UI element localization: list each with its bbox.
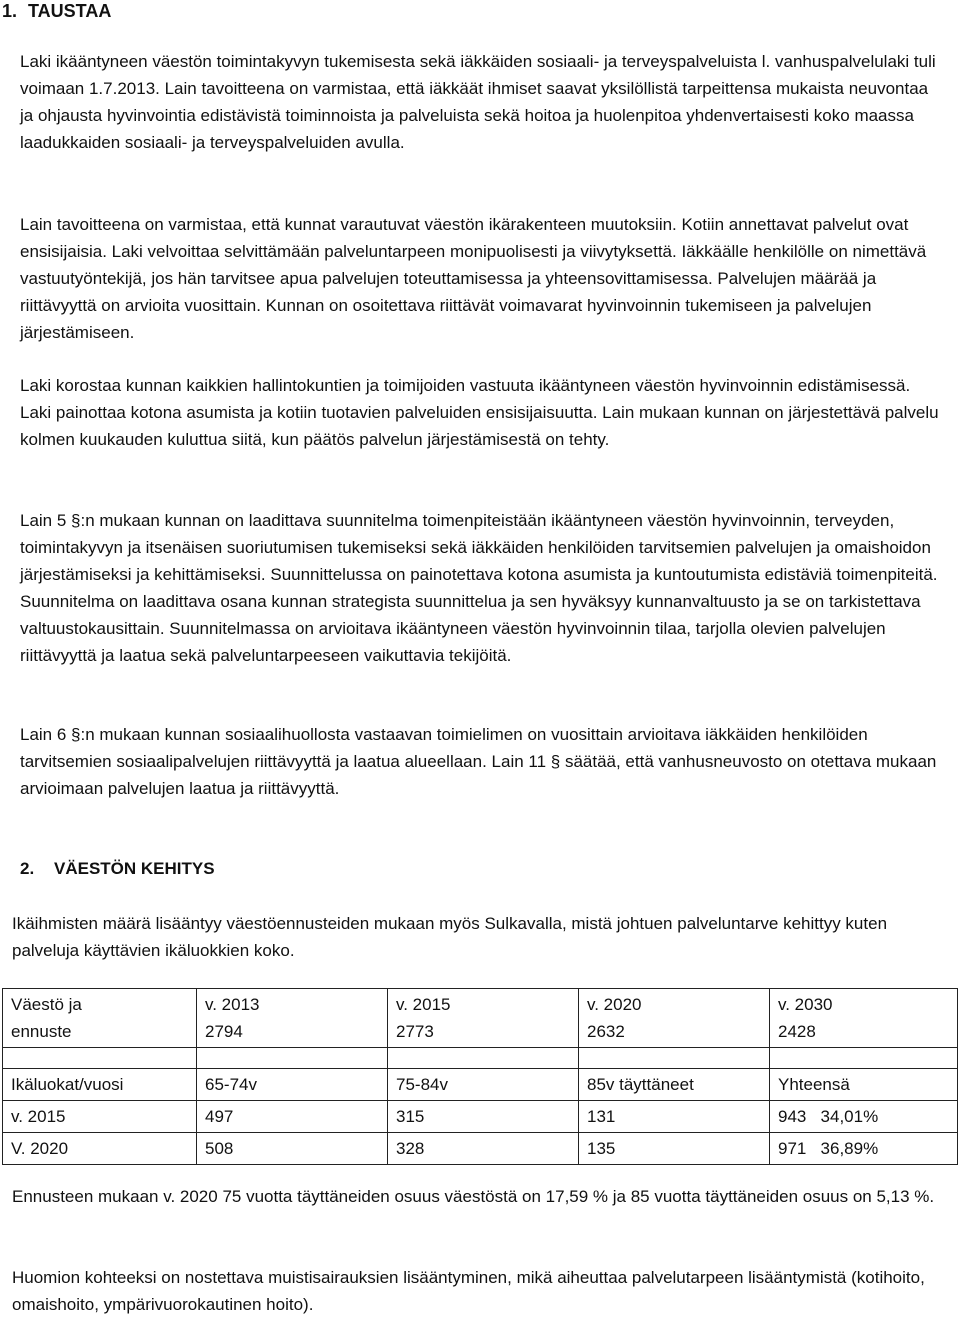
paragraph-law-intro: Laki ikääntyneen väestön toimintakyvyn tukemisesta sekä iäkkäiden sosiaali- ja terveyspalveluista l. vanhuspalvelulaki tuli voimaan 1.7.2013. Lain tavoitteena on varmistaa, että iäkkäät ihmiset saavat yksilöllistä tarpeittensa mukaista neuvontaa ja ohjausta hyvinvointia edistävistä toiminnoista ja palveluista sekä hoitoa ja huolenpitoa yhdenvertaisesti koko maassa laadukkaiden sosiaali- ja terveyspalveluiden avulla. <box>20 52 936 152</box>
section-1-heading <box>2 0 111 24</box>
section-1-title: TAUSTAA <box>28 1 112 21</box>
paragraph-forecast-note: Ennusteen mukaan v. 2020 75 vuotta täyttäneiden osuus väestöstä on 17,59 % ja 85 vuotta täyttäneiden osuus on 5,13 %. <box>12 1187 935 1206</box>
table-cell: v. 2030 2428 <box>770 989 958 1048</box>
table-cell: 943 34,01% <box>770 1101 958 1133</box>
population-table <box>2 988 958 1165</box>
table-cell: 328 <box>388 1133 579 1165</box>
table-row <box>3 1101 958 1133</box>
table-cell: 315 <box>388 1101 579 1133</box>
table-cell: 131 <box>579 1101 770 1133</box>
table-row <box>3 1133 958 1165</box>
table-cell: 85v täyttäneet <box>579 1069 770 1101</box>
table-cell: 971 36,89% <box>770 1133 958 1165</box>
paragraph-population-intro: Ikäihmisten määrä lisääntyy väestöennusteiden mukaan myös Sulkavalla, mistä johtuen palveluntarve kehittyy kuten palveluja käyttävien ikäluokkien koko. <box>12 914 888 960</box>
table-cell: 508 <box>197 1133 388 1165</box>
table-cell: 497 <box>197 1101 388 1133</box>
table-spacer-row <box>3 1048 958 1069</box>
table-row <box>3 1069 958 1101</box>
table-cell: V. 2020 <box>3 1133 197 1165</box>
section-1-number: 1. <box>2 1 18 21</box>
table-cell: Väestö ja ennuste <box>3 989 197 1048</box>
table-cell: 75-84v <box>388 1069 579 1101</box>
table-cell: 65-74v <box>197 1069 388 1101</box>
table-cell: v. 2013 2794 <box>197 989 388 1048</box>
section-2-heading <box>20 856 215 882</box>
table-cell: Ikäluokat/vuosi <box>3 1069 197 1101</box>
paragraph-law-section-5: Lain 5 §:n mukaan kunnan on laadittava suunnitelma toimenpiteistään ikääntyneen väestön hyvinvoinnin, terveyden, toimintakyvyn ja itsenäisen suoriutumisen tukemiseksi sekä iäkkäiden henkilöiden tarvitsemien palvelujen ja omaishoidon järjestämiseksi ja kehittämiseksi. Suunnittelussa on painotettava kotona asumista ja kuntoutumista edistäviä toimenpiteitä. Suunnitelma on laadittava osana kunnan strategista suunnittelua ja sen hyväksyy kunnanvaltuusto ja se on tarkistettava valtuustokausittain. Suunnitelmassa on arvioitava ikääntyneen väestön hyvinvoinnin tilaa, tarjolla olevien palvelujen riittävyyttä ja laatua sekä palveluntarpeeseen vaikuttavia tekijöitä. <box>20 511 938 665</box>
table-cell: 135 <box>579 1133 770 1165</box>
paragraph-law-goals: Lain tavoitteena on varmistaa, että kunnat varautuvat väestön ikärakenteen muutoksiin. Kotiin annettavat palvelut ovat ensisijaisia. Laki velvoittaa selvittämään palveluntarpeen monipuolisesti ja viivytyksettä. Iäkkäälle henkilölle on nimettävä vastuutyöntekijä, jos hän tarvitsee apua palvelujen toteuttamisessa ja yhteensovittamisessa. Palvelujen määrää ja riittävyyttä on arvioita vuosittain. Kunnan on osoitettava riittävät voimavarat hyvinvoinnin tukemiseen ja palvelujen järjestämiseen. <box>20 215 927 342</box>
table-cell: Yhteensä <box>770 1069 958 1101</box>
paragraph-memory-disease-note: Huomion kohteeksi on nostettava muistisairauksien lisääntyminen, mikä aiheuttaa palvelutarpeen lisääntymistä (kotihoito, omaishoito, ympärivuorokautinen hoito). <box>12 1268 925 1314</box>
table-cell: v. 2020 2632 <box>579 989 770 1048</box>
section-2-title: VÄESTÖN KEHITYS <box>54 859 215 878</box>
table-cell: v. 2015 2773 <box>388 989 579 1048</box>
paragraph-law-emphasis: Laki korostaa kunnan kaikkien hallintokuntien ja toimijoiden vastuuta ikääntyneen väestön hyvinvoinnin edistämisessä. Laki painottaa kotona asumista ja kotiin tuotavien palveluiden ensisijaisuutta. Lain mukaan kunnan on järjestettävä palvelu kolmen kuukauden kuluttua siitä, kun päätös palvelun järjestämisestä on tehty. <box>20 376 939 449</box>
section-2-number: 2. <box>20 859 35 878</box>
table-cell: v. 2015 <box>3 1101 197 1133</box>
paragraph-law-section-6: Lain 6 §:n mukaan kunnan sosiaalihuollosta vastaavan toimielimen on vuosittain arvioitava iäkkäiden henkilöiden tarvitsemien sosiaalipalvelujen riittävyyttä ja laatua alueellaan. Lain 11 § säätää, että vanhusneuvosto on otettava mukaan arvioimaan palvelujen laatua ja riittävyyttä. <box>20 725 937 798</box>
table-row <box>3 989 958 1048</box>
